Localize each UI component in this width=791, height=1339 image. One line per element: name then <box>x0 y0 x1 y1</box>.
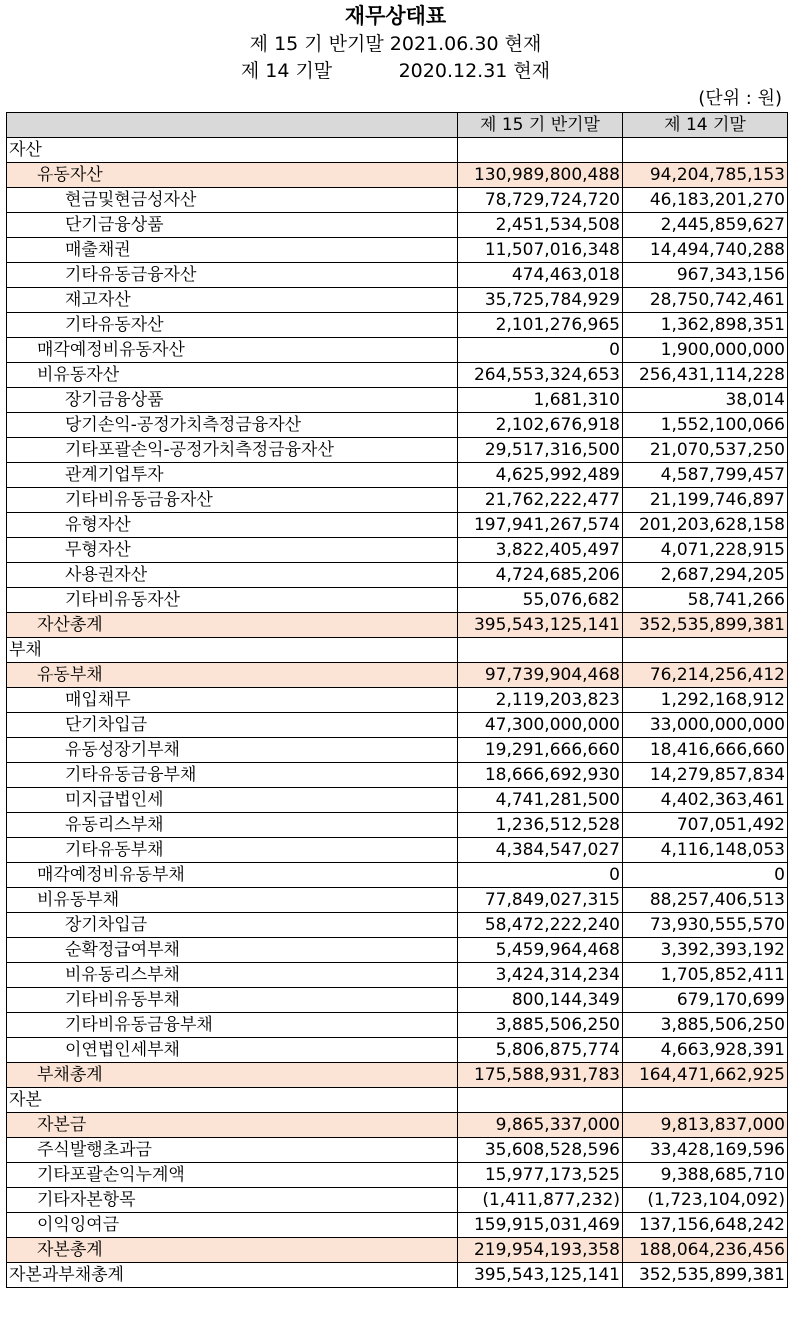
table-row <box>7 888 788 913</box>
value-prior <box>623 1088 788 1113</box>
value-current: 5,459,964,468 <box>458 938 623 963</box>
row-label: 미지급법인세 <box>7 788 458 813</box>
row-label: 유동부채 <box>7 663 458 688</box>
table-row <box>7 613 788 638</box>
value-prior: 4,663,928,391 <box>623 1038 788 1063</box>
value-current: 800,144,349 <box>458 988 623 1013</box>
row-label: 기타포괄손익-공정가치측정금융자산 <box>7 438 458 463</box>
row-label: 기타유동부채 <box>7 838 458 863</box>
header-cell-prior: 제 14 기말 <box>623 113 788 138</box>
table-row <box>7 738 788 763</box>
row-label: 비유동자산 <box>7 363 458 388</box>
value-prior: 1,292,168,912 <box>623 688 788 713</box>
value-prior: 4,587,799,457 <box>623 463 788 488</box>
row-label: 자산총계 <box>7 613 458 638</box>
value-prior: 164,471,662,925 <box>623 1063 788 1088</box>
table-row <box>7 163 788 188</box>
value-prior: 2,687,294,205 <box>623 563 788 588</box>
value-prior: 33,428,169,596 <box>623 1138 788 1163</box>
row-label: 기타비유동자산 <box>7 588 458 613</box>
period-prior: 제 14 기말 2020.12.31 현재 <box>240 60 551 82</box>
value-current: 2,451,534,508 <box>458 213 623 238</box>
row-label: 자본 <box>7 1088 458 1113</box>
value-current: 1,681,310 <box>458 388 623 413</box>
row-label: 주식발행초과금 <box>7 1138 458 1163</box>
value-current: 21,762,222,477 <box>458 488 623 513</box>
table-row <box>7 513 788 538</box>
value-current: 78,729,724,720 <box>458 188 623 213</box>
value-current: 9,865,337,000 <box>458 1113 623 1138</box>
value-current: 19,291,666,660 <box>458 738 623 763</box>
value-current: 29,517,316,500 <box>458 438 623 463</box>
row-label: 현금및현금성자산 <box>7 188 458 213</box>
value-prior: 967,343,156 <box>623 263 788 288</box>
row-label: 단기차입금 <box>7 713 458 738</box>
value-current: 1,236,512,528 <box>458 813 623 838</box>
table-row <box>7 913 788 938</box>
value-current: 175,588,931,783 <box>458 1063 623 1088</box>
value-prior: 28,750,742,461 <box>623 288 788 313</box>
row-label: 자본총계 <box>7 1238 458 1263</box>
row-label: 무형자산 <box>7 538 458 563</box>
value-prior: 58,741,266 <box>623 588 788 613</box>
value-prior: 201,203,628,158 <box>623 513 788 538</box>
value-prior: 76,214,256,412 <box>623 663 788 688</box>
table-row <box>7 338 788 363</box>
header-cell-current: 제 15 기 반기말 <box>458 113 623 138</box>
value-current: 4,384,547,027 <box>458 838 623 863</box>
row-label: 유동성장기부채 <box>7 738 458 763</box>
value-current: 15,977,173,525 <box>458 1163 623 1188</box>
value-current: 197,941,267,574 <box>458 513 623 538</box>
table-row <box>7 1088 788 1113</box>
row-label: 이익잉여금 <box>7 1213 458 1238</box>
row-label: 비유동부채 <box>7 888 458 913</box>
table-row <box>7 1213 788 1238</box>
value-prior: 1,900,000,000 <box>623 338 788 363</box>
table-row <box>7 713 788 738</box>
row-label: 기타포괄손익누계액 <box>7 1163 458 1188</box>
value-current: 4,724,685,206 <box>458 563 623 588</box>
value-prior: 707,051,492 <box>623 813 788 838</box>
value-prior: 4,402,363,461 <box>623 788 788 813</box>
row-label: 장기차입금 <box>7 913 458 938</box>
value-prior: 9,388,685,710 <box>623 1163 788 1188</box>
value-current: 5,806,875,774 <box>458 1038 623 1063</box>
row-label: 재고자산 <box>7 288 458 313</box>
value-prior: 0 <box>623 863 788 888</box>
table-row <box>7 1013 788 1038</box>
value-current: 77,849,027,315 <box>458 888 623 913</box>
table-row <box>7 438 788 463</box>
value-current: 97,739,904,468 <box>458 663 623 688</box>
row-label: 매출채권 <box>7 238 458 263</box>
table-row <box>7 1113 788 1138</box>
table-row <box>7 938 788 963</box>
row-label: 기타유동자산 <box>7 313 458 338</box>
table-row <box>7 863 788 888</box>
value-current: 130,989,800,488 <box>458 163 623 188</box>
value-current: 3,424,314,234 <box>458 963 623 988</box>
row-label: 기타자본항목 <box>7 1188 458 1213</box>
row-label: 부채 <box>7 638 458 663</box>
balance-sheet-table <box>6 112 788 1288</box>
value-prior: 14,279,857,834 <box>623 763 788 788</box>
value-prior: 679,170,699 <box>623 988 788 1013</box>
value-current: 0 <box>458 338 623 363</box>
value-prior: 256,431,114,228 <box>623 363 788 388</box>
row-label: 자산 <box>7 138 458 163</box>
value-prior: 88,257,406,513 <box>623 888 788 913</box>
value-prior: 9,813,837,000 <box>623 1113 788 1138</box>
value-current: 0 <box>458 863 623 888</box>
table-row <box>7 263 788 288</box>
value-prior: 18,416,666,660 <box>623 738 788 763</box>
table-header-row <box>7 113 788 138</box>
table-row <box>7 188 788 213</box>
row-label: 기타유동금융자산 <box>7 263 458 288</box>
table-row <box>7 413 788 438</box>
value-prior: 4,071,228,915 <box>623 538 788 563</box>
row-label: 단기금융상품 <box>7 213 458 238</box>
row-label: 유형자산 <box>7 513 458 538</box>
table-row <box>7 1138 788 1163</box>
value-prior: 3,392,393,192 <box>623 938 788 963</box>
value-current: 4,741,281,500 <box>458 788 623 813</box>
value-prior: 3,885,506,250 <box>623 1013 788 1038</box>
table-row <box>7 238 788 263</box>
value-prior: 94,204,785,153 <box>623 163 788 188</box>
value-prior: 38,014 <box>623 388 788 413</box>
value-current: 4,625,992,489 <box>458 463 623 488</box>
value-prior: 73,930,555,570 <box>623 913 788 938</box>
value-current: 159,915,031,469 <box>458 1213 623 1238</box>
table-row <box>7 1038 788 1063</box>
value-prior: 21,070,537,250 <box>623 438 788 463</box>
row-label: 장기금융상품 <box>7 388 458 413</box>
value-current: 3,822,405,497 <box>458 538 623 563</box>
table-row <box>7 763 788 788</box>
value-current: 2,101,276,965 <box>458 313 623 338</box>
value-current: 55,076,682 <box>458 588 623 613</box>
value-current: 3,885,506,250 <box>458 1013 623 1038</box>
table-row <box>7 663 788 688</box>
value-current: 58,472,222,240 <box>458 913 623 938</box>
value-prior: 2,445,859,627 <box>623 213 788 238</box>
value-current: 395,543,125,141 <box>458 613 623 638</box>
value-prior: 4,116,148,053 <box>623 838 788 863</box>
unit-label: (단위 : 원) <box>698 88 782 109</box>
table-row <box>7 1238 788 1263</box>
table-row <box>7 638 788 663</box>
value-prior: 1,705,852,411 <box>623 963 788 988</box>
row-label: 매입채무 <box>7 688 458 713</box>
row-label: 기타비유동부채 <box>7 988 458 1013</box>
table-row <box>7 388 788 413</box>
value-current: (1,411,877,232) <box>458 1188 623 1213</box>
row-label: 기타비유동금융부채 <box>7 1013 458 1038</box>
table-row <box>7 363 788 388</box>
table-row <box>7 463 788 488</box>
period-current: 제 15 기 반기말 2021.06.30 현재 <box>249 33 542 55</box>
row-label: 자본과부채총계 <box>7 1263 458 1288</box>
value-prior: 33,000,000,000 <box>623 713 788 738</box>
value-current: 35,608,528,596 <box>458 1138 623 1163</box>
table-row <box>7 1163 788 1188</box>
value-current: 395,543,125,141 <box>458 1263 623 1288</box>
value-current: 264,553,324,653 <box>458 363 623 388</box>
row-label: 매각예정비유동자산 <box>7 338 458 363</box>
value-current: 474,463,018 <box>458 263 623 288</box>
table-row <box>7 288 788 313</box>
row-label: 유동리스부채 <box>7 813 458 838</box>
row-label: 사용권자산 <box>7 563 458 588</box>
value-current: 18,666,692,930 <box>458 763 623 788</box>
table-row <box>7 538 788 563</box>
value-current <box>458 638 623 663</box>
row-label: 이연법인세부채 <box>7 1038 458 1063</box>
table-row <box>7 988 788 1013</box>
table-row <box>7 1188 788 1213</box>
statement-title: 재무상태표 <box>344 4 447 28</box>
value-current <box>458 138 623 163</box>
table-row <box>7 588 788 613</box>
row-label: 자본금 <box>7 1113 458 1138</box>
value-prior: 352,535,899,381 <box>623 1263 788 1288</box>
value-prior: 137,156,648,242 <box>623 1213 788 1238</box>
value-prior: (1,723,104,092) <box>623 1188 788 1213</box>
value-prior: 14,494,740,288 <box>623 238 788 263</box>
table-row <box>7 563 788 588</box>
value-current: 2,119,203,823 <box>458 688 623 713</box>
row-label: 기타비유동금융자산 <box>7 488 458 513</box>
table-row <box>7 313 788 338</box>
row-label: 매각예정비유동부채 <box>7 863 458 888</box>
row-label: 당기손익-공정가치측정금융자산 <box>7 413 458 438</box>
row-label: 비유동리스부채 <box>7 963 458 988</box>
table-row <box>7 813 788 838</box>
value-current <box>458 1088 623 1113</box>
table-row <box>7 688 788 713</box>
value-current: 11,507,016,348 <box>458 238 623 263</box>
table-row <box>7 1063 788 1088</box>
value-prior: 188,064,236,456 <box>623 1238 788 1263</box>
row-label: 유동자산 <box>7 163 458 188</box>
value-prior <box>623 138 788 163</box>
value-current: 2,102,676,918 <box>458 413 623 438</box>
value-prior: 21,199,746,897 <box>623 488 788 513</box>
table-row <box>7 788 788 813</box>
table-row <box>7 213 788 238</box>
value-current: 219,954,193,358 <box>458 1238 623 1263</box>
table-row <box>7 1263 788 1288</box>
row-label: 기타유동금융부채 <box>7 763 458 788</box>
value-prior: 1,362,898,351 <box>623 313 788 338</box>
row-label: 부채총계 <box>7 1063 458 1088</box>
table-row <box>7 838 788 863</box>
table-row <box>7 138 788 163</box>
value-prior: 46,183,201,270 <box>623 188 788 213</box>
value-prior: 352,535,899,381 <box>623 613 788 638</box>
value-prior <box>623 638 788 663</box>
value-prior: 1,552,100,066 <box>623 413 788 438</box>
value-current: 47,300,000,000 <box>458 713 623 738</box>
row-label: 관계기업투자 <box>7 463 458 488</box>
table-row <box>7 488 788 513</box>
row-label: 순확정급여부채 <box>7 938 458 963</box>
header-cell-label <box>7 113 458 138</box>
value-current: 35,725,784,929 <box>458 288 623 313</box>
table-row <box>7 963 788 988</box>
